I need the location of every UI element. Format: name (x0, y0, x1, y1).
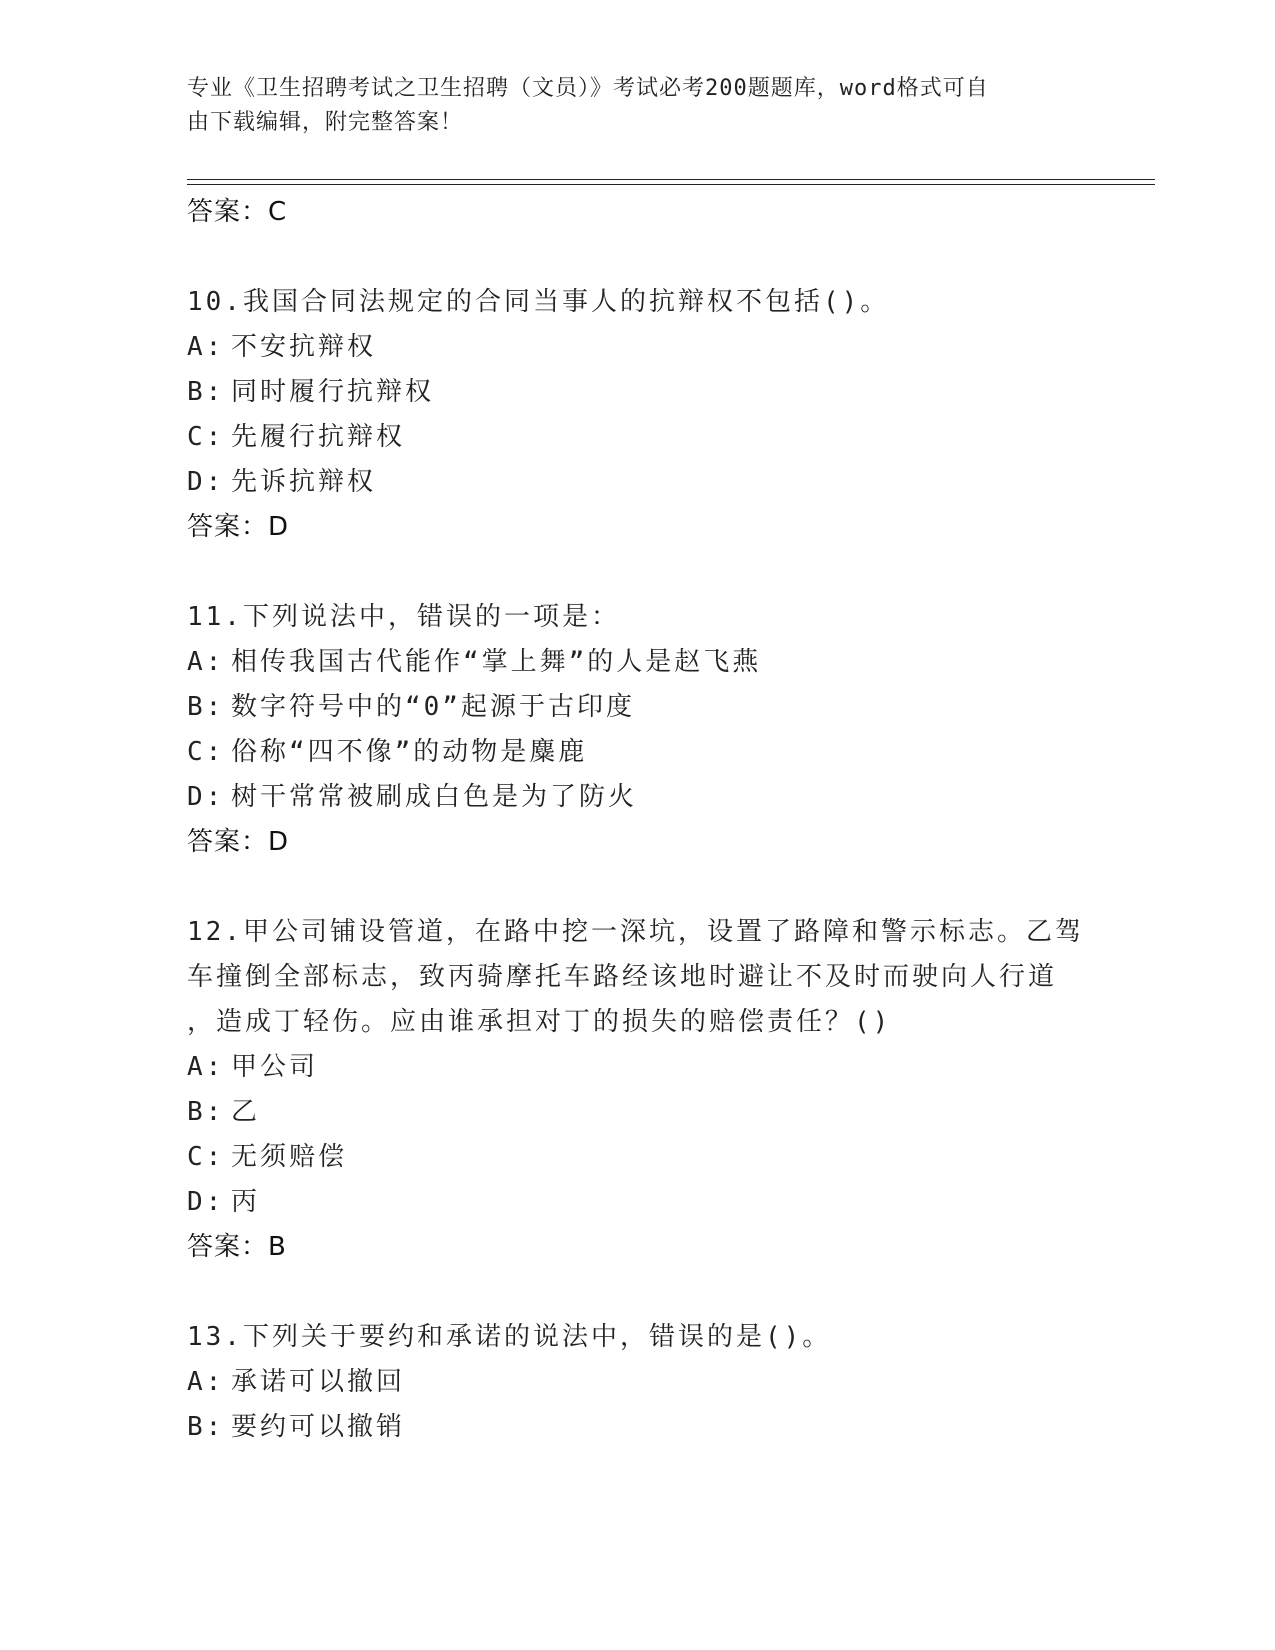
spacer (187, 235, 1087, 280)
option-key: B: (187, 1412, 225, 1442)
option-text: 先诉抗辩权 (231, 467, 377, 497)
option-a (187, 1360, 1087, 1405)
option-text: 乙 (231, 1097, 261, 1127)
option-key: D: (187, 467, 225, 497)
option-text: 承诺可以撤回 (231, 1367, 406, 1397)
option-text: 要约可以撤销 (231, 1412, 406, 1442)
option-key: C: (187, 737, 225, 767)
option-text: 树干常常被刷成白色是为了防火 (231, 782, 638, 812)
question-text: 车撞倒全部标志，致丙骑摩托车路经该地时避让不及时而驶向人行道 (187, 962, 1058, 992)
option-text: 俗称“四不像”的动物是麋鹿 (231, 737, 588, 767)
document-header (187, 72, 1067, 140)
option-a (187, 325, 1087, 370)
option-text: 甲公司 (231, 1052, 319, 1082)
answer-line: 答案：D (187, 827, 290, 857)
question-text: 10.我国合同法规定的合同当事人的抗辩权不包括()。 (187, 287, 890, 317)
option-d (187, 1180, 1087, 1225)
option-text: 先履行抗辩权 (231, 422, 406, 452)
option-text: 无须赔偿 (231, 1142, 348, 1172)
header-divider-bottom (187, 184, 1155, 185)
option-b (187, 1405, 1087, 1450)
option-text: 数字符号中的“0”起源于古印度 (231, 692, 635, 722)
spacer (187, 1270, 1087, 1315)
option-key: A: (187, 332, 225, 362)
question-text: 11.下列说法中，错误的一项是： (187, 602, 620, 632)
option-key: B: (187, 377, 225, 407)
option-key: A: (187, 1367, 225, 1397)
option-key: A: (187, 1052, 225, 1082)
spacer (187, 550, 1087, 595)
option-key: C: (187, 422, 225, 452)
header-line-1: 专业《卫生招聘考试之卫生招聘（文员）》考试必考200题题库，word格式可自 (187, 76, 989, 101)
question-text: 13.下列关于要约和承诺的说法中，错误的是()。 (187, 1322, 832, 1352)
question-block (187, 910, 1087, 1270)
header-line-2: 由下载编辑，附完整答案！ (187, 110, 464, 135)
option-text: 同时履行抗辩权 (231, 377, 435, 407)
option-text: 丙 (231, 1187, 261, 1217)
option-key: B: (187, 692, 225, 722)
question-block (187, 280, 1087, 550)
option-b (187, 370, 1087, 415)
option-d (187, 460, 1087, 505)
question-text: ，造成丁轻伤。应由谁承担对丁的损失的赔偿责任？() (187, 1007, 892, 1037)
option-key: C: (187, 1142, 225, 1172)
header-divider-top (187, 179, 1155, 180)
option-c (187, 1135, 1087, 1180)
previous-answer: 答案：C (187, 197, 288, 227)
option-b (187, 1090, 1087, 1135)
option-text: 相传我国古代能作“掌上舞”的人是赵飞燕 (231, 647, 762, 677)
option-d (187, 775, 1087, 820)
spacer (187, 865, 1087, 910)
option-key: D: (187, 1187, 225, 1217)
question-block (187, 1315, 1087, 1450)
option-key: A: (187, 647, 225, 677)
option-key: B: (187, 1097, 225, 1127)
option-c (187, 415, 1087, 460)
question-text: 12.甲公司铺设管道，在路中挖一深坑，设置了路障和警示标志。乙驾 (187, 917, 1084, 947)
answer-line: 答案：D (187, 512, 290, 542)
option-key: D: (187, 782, 225, 812)
option-text: 不安抗辩权 (231, 332, 377, 362)
answer-line: 答案：B (187, 1232, 287, 1262)
option-c (187, 730, 1087, 775)
option-b (187, 685, 1087, 730)
question-list (187, 190, 1087, 1450)
question-block (187, 595, 1087, 865)
option-a (187, 640, 1087, 685)
option-a (187, 1045, 1087, 1090)
